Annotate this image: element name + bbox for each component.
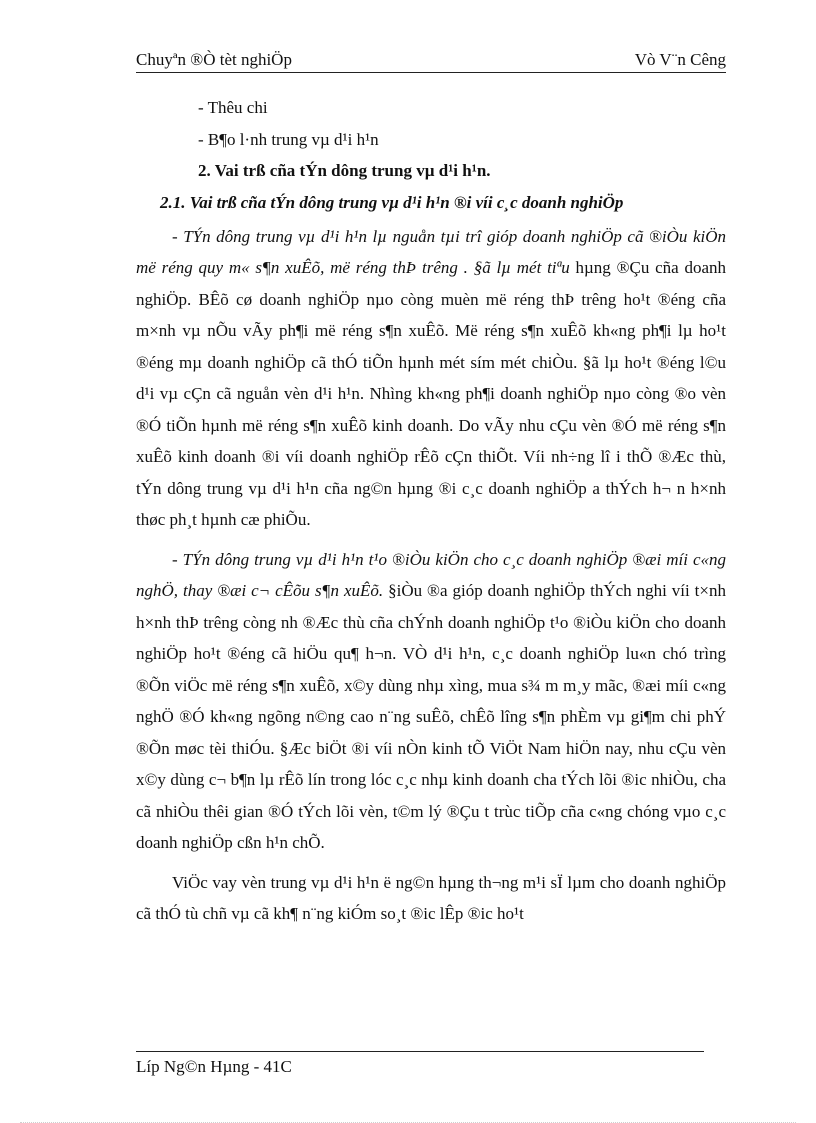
footer-divider [136,1051,704,1052]
subsection-heading: 2.1. Vai trß cña tÝn dông trung vµ d¹i h¹n ®i víi c¸c doanh nghiÖp [160,192,624,212]
paragraph-2-body: §iÒu ®a gióp doanh nghiÖp thÝch nghi víi t×nh h×nh thÞ trêng còng nh ®Æc thù cña chÝnh doanh nghiÖp t¹o ®iÒu kiÖn cho doanh nghiÖp ho¹t ®éng cã hiÖu qu¶ h¬n. VÒ d¹i h¹n, c¸c doanh nghiÖp lu«n chó trìng ®Õn viÖc më réng s¶n xuÊõ, x©y dùng nhµ xìng, mua s¾ m m¸y mãc, ®æi míi c«ng nghÖ ®Ó kh«ng ngõng n©ng cao n¨ng suÊõ, chÊõ lîng s¶n phÈm vµ gi¶m chi phÝ ®Õn møc tèi thiÓu. §Æc biÖt ®i víi nÒn kinh tÕ ViÖt Nam hiÖn nay, nhu cÇu vèn x©y dùng c¬ b¶n lµ rÊõ lín trong lóc c¸c nhµ kinh doanh cha tÝch lõi ®ic nhiÒu, cha cã nhiÒu thêi gian ®Ó tÝch lõi vèn, t©m lý ®Çu t trùc tiÕp cña c«ng chóng vµo c¸c doanh nghiÖp cßn h¹n chÕ. [136,581,726,852]
paragraph-1 [136,221,726,536]
list-item: - B¶o l·nh trung vµ d¹i h¹n [198,129,379,149]
paragraph-2-lead: - TÝn dông trung vµ d¹i h¹n t¹o ®iÒu kiÖn cho c¸c doanh nghiÖp ®æi míi c«ng nghÖ, thay ®æi c¬ cÊõu s¶n xuÊõ. [136,549,726,600]
header-author: Vò V¨n Cêng [634,50,726,69]
paragraph-2 [136,544,726,859]
paragraph-1-body: hµng ®Çu cña doanh nghiÖp. BÊõ cø doanh nghiÖp nµo còng muèn më réng thÞ trêng ho¹t ®éng cña m×nh vµ nÕu vÃy ph¶i më réng s¶n xuÊõ. Më réng s¶n xuÊõ kh«ng ph¶i lµ ho¹t ®éng mµ doanh nghiÖp cã thÓ tiÕn hµnh mét sím mét chiÒu. §ã lµ ho¹t ®éng l©u d¹i vµ cÇn cã nguån vèn d¹i h¹n. Nhìng kh«ng ph¶i doanh nghiÖp nµo còng ®o vèn ®Ó tiÕn hµnh më réng s¶n xuÊõ kinh doanh. Do vÃy nhu cÇu vèn ®Ó më réng s¶n xuÊõ kinh doanh ®i víi doanh nghiÖp rÊõ cÇn thiÕt. Víi nh÷ng lî i thÕ ®Æc thù, tÝn dông trung vµ d¹i h¹n cña ng©n hµng ®i c¸c doanh nghiÖp a thÝch h¬ n h×nh thøc ph¸t hµnh cæ phiÕu. [136,258,727,529]
section-heading: 2. Vai trß cña tÝn dông trung vµ d¹i h¹n. [198,161,491,180]
page-body [136,92,726,930]
page-footer: Líp Ng©n Hµng - 41C [136,1057,292,1076]
list-item: - Thêu chi [198,98,268,117]
page-header [136,48,726,73]
paragraph-3: ViÖc vay vèn trung vµ d¹i h¹n ë ng©n hµng th¬ng m¹i sÏ lµm cho doanh nghiÖp cã thÓ tù chñ vµ cã kh¶ n¨ng kiÓm so¸t ®ic lÊp ®ic ho¹t [136,872,726,923]
paragraph-1-lead: - TÝn dông trung vµ d¹i h¹n lµ nguån tµi trî gióp doanh nghiÖp cã ®iÒu kiÖn më réng quy m« s¶n xuÊõ, më réng thÞ trêng . §ã lµ mét tiªu [136,226,726,277]
header-title: Chuyªn ®Ò tèt nghiÖp [136,50,292,69]
